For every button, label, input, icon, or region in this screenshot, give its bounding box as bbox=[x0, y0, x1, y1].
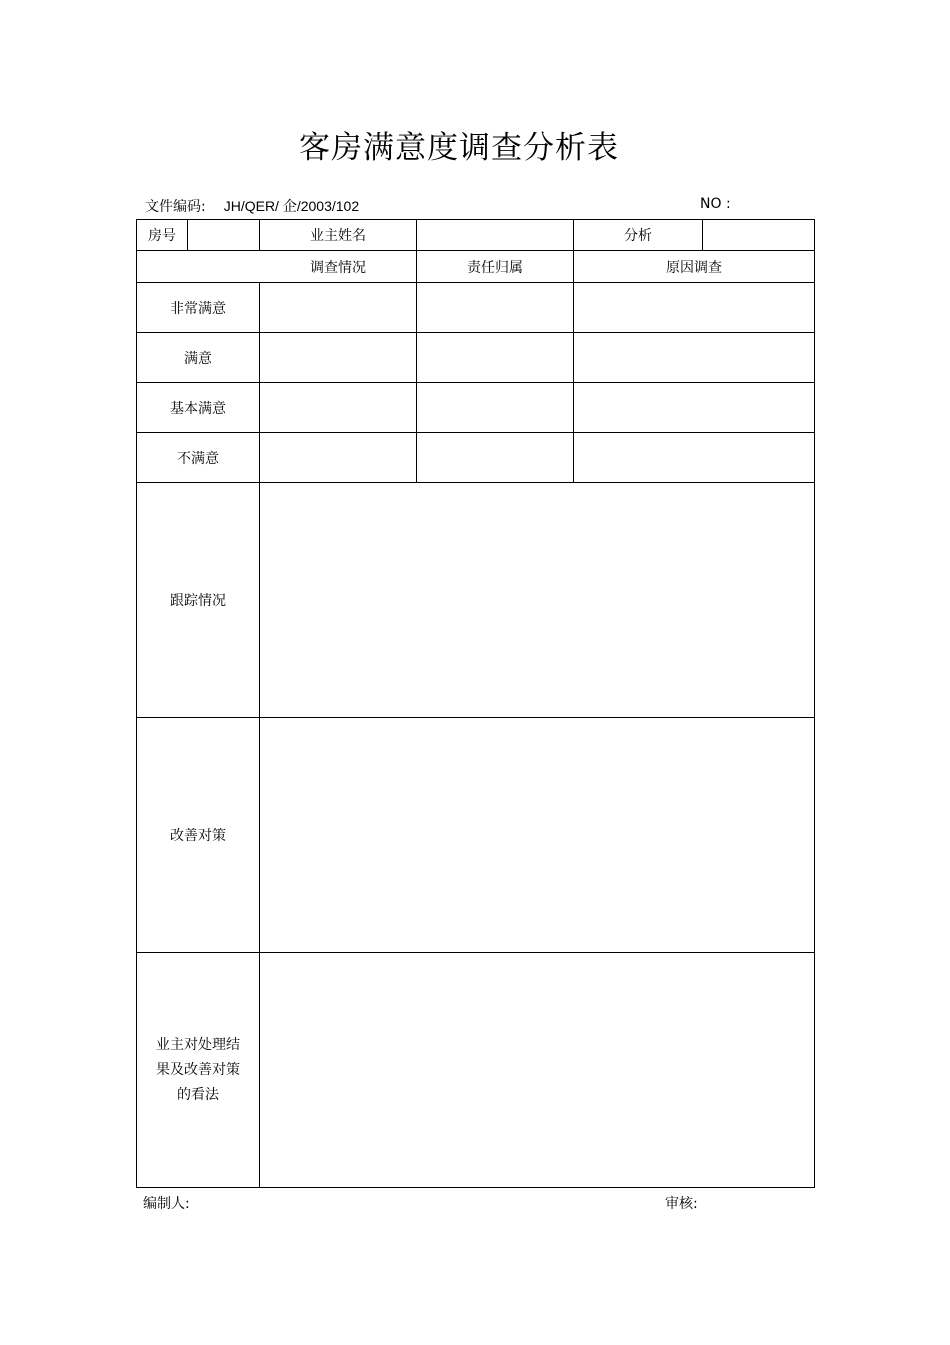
rating-label: 不满意 bbox=[137, 433, 260, 483]
analysis-label: 分析 bbox=[574, 220, 703, 251]
doc-number-label: NO : bbox=[700, 196, 731, 212]
owner-view-label bbox=[137, 953, 260, 1188]
rating-row bbox=[137, 283, 815, 333]
owner-view-label-line: 果及改善对策 bbox=[156, 1061, 240, 1078]
owner-view-field[interactable] bbox=[260, 953, 815, 1188]
rating-row bbox=[137, 383, 815, 433]
doc-code bbox=[145, 196, 359, 216]
improvement-label: 改善对策 bbox=[137, 718, 260, 953]
followup-label: 跟踪情况 bbox=[137, 483, 260, 718]
survey-cell[interactable] bbox=[260, 283, 417, 333]
rating-label: 满意 bbox=[137, 333, 260, 383]
room-number-field[interactable] bbox=[188, 220, 260, 251]
owner-view-row bbox=[137, 953, 815, 1188]
followup-field[interactable] bbox=[260, 483, 815, 718]
survey-cell[interactable] bbox=[260, 433, 417, 483]
cause-cell[interactable] bbox=[574, 333, 815, 383]
room-number-label: 房号 bbox=[137, 220, 188, 251]
rating-row bbox=[137, 433, 815, 483]
doc-code-label: 文件编码: bbox=[145, 199, 206, 215]
responsibility-cell[interactable] bbox=[417, 383, 574, 433]
followup-row bbox=[137, 483, 815, 718]
responsibility-cell[interactable] bbox=[417, 433, 574, 483]
room-info-row bbox=[137, 220, 815, 251]
owner-name-label: 业主姓名 bbox=[260, 220, 417, 251]
survey-form-table bbox=[136, 219, 815, 1188]
rating-label: 基本满意 bbox=[137, 383, 260, 433]
owner-view-label-line: 的看法 bbox=[177, 1086, 219, 1103]
cause-cell[interactable] bbox=[574, 283, 815, 333]
owner-view-label-line: 业主对处理结 bbox=[156, 1036, 240, 1053]
owner-name-field[interactable] bbox=[417, 220, 574, 251]
responsibility-cell[interactable] bbox=[417, 333, 574, 383]
cause-cell[interactable] bbox=[574, 433, 815, 483]
reviewed-by-label: 审核: bbox=[665, 1196, 698, 1212]
rating-label: 非常满意 bbox=[137, 283, 260, 333]
column-header-row bbox=[137, 251, 815, 283]
rating-row bbox=[137, 333, 815, 383]
survey-cell[interactable] bbox=[260, 333, 417, 383]
doc-code-value: JH/QER/ 企/2003/102 bbox=[223, 198, 360, 214]
cause-cell[interactable] bbox=[574, 383, 815, 433]
analysis-field[interactable] bbox=[703, 220, 815, 251]
cause-column-header: 原因调查 bbox=[574, 251, 815, 283]
improvement-field[interactable] bbox=[260, 718, 815, 953]
page-title: 客房满意度调查分析表 bbox=[299, 130, 619, 166]
survey-column-header: 调查情况 bbox=[137, 251, 417, 283]
improvement-row bbox=[137, 718, 815, 953]
survey-cell[interactable] bbox=[260, 383, 417, 433]
responsibility-column-header: 责任归属 bbox=[417, 251, 574, 283]
responsibility-cell[interactable] bbox=[417, 283, 574, 333]
prepared-by-label: 编制人: bbox=[143, 1196, 190, 1212]
